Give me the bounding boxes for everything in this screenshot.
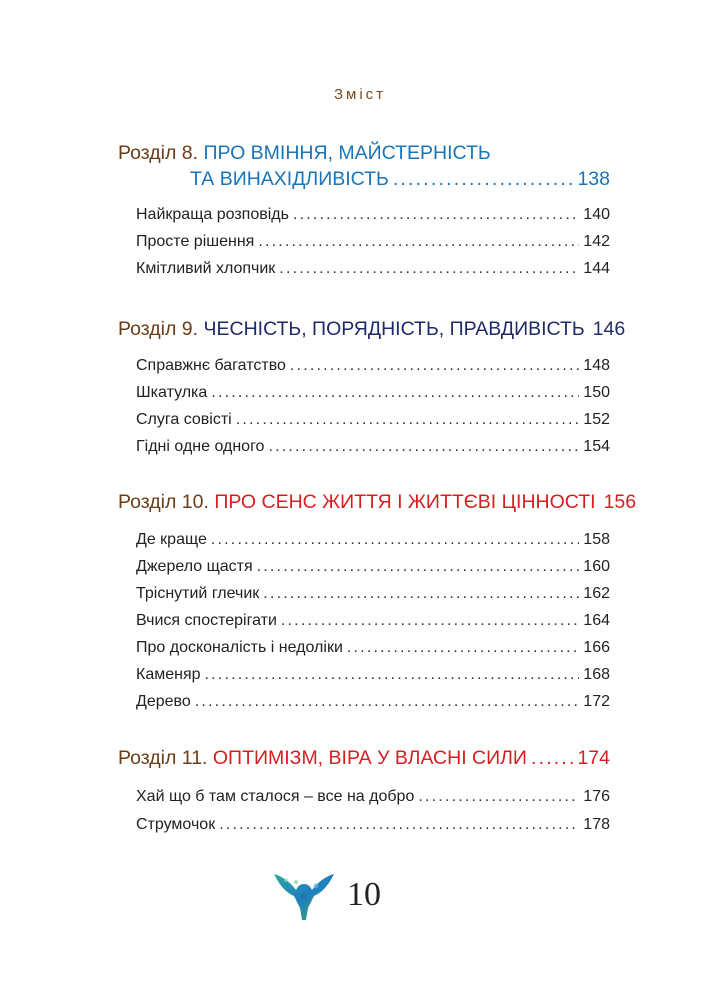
bird-icon	[272, 866, 336, 922]
toc-item[interactable]	[136, 666, 610, 684]
toc-item-title: Кмітливий хлопчик	[136, 260, 276, 277]
toc-item-title: Дерево	[136, 693, 191, 710]
chapter-prefix: Розділ 9.	[118, 318, 199, 340]
leader-dots	[347, 639, 579, 657]
toc-item[interactable]	[136, 558, 610, 576]
toc-item-title: Де краще	[136, 531, 207, 548]
chapter-title: ЧЕСНІСТЬ, ПОРЯДНІСТЬ, ПРАВДИВІСТЬ	[203, 318, 585, 340]
toc-item[interactable]	[136, 612, 610, 630]
leader-dots	[263, 585, 579, 603]
leader-dots	[211, 531, 579, 549]
toc-item-page: 162	[583, 585, 610, 602]
chapter-page: 146	[592, 318, 626, 340]
toc-item-page: 158	[583, 531, 610, 548]
toc-item-page: 160	[583, 558, 610, 575]
toc-item-page: 176	[583, 788, 610, 805]
toc-item[interactable]	[136, 411, 610, 429]
leader-dots	[236, 411, 580, 429]
running-title: Зміст	[333, 86, 387, 103]
leader-dots	[290, 357, 579, 375]
toc-item-page: 150	[583, 384, 610, 401]
leader-dots	[293, 206, 579, 224]
leader-dots	[219, 816, 579, 834]
toc-item-title: Просте рішення	[136, 233, 255, 250]
toc-item[interactable]	[136, 233, 610, 251]
toc-item[interactable]	[136, 384, 610, 402]
toc-item-page: 166	[583, 639, 610, 656]
toc-item-page: 152	[583, 411, 610, 428]
toc-item-title: Найкраща розповідь	[136, 206, 289, 223]
chapter-prefix: Розділ 11.	[118, 747, 208, 769]
leader-dots	[531, 747, 574, 770]
toc-item[interactable]	[136, 585, 610, 603]
toc-item-title: Вчися спостерігати	[136, 612, 277, 629]
toc-item[interactable]	[136, 206, 610, 224]
leader-dots	[268, 438, 579, 456]
toc-item[interactable]	[136, 438, 610, 456]
leader-dots	[393, 168, 574, 191]
leader-dots	[279, 260, 579, 278]
toc-item-title: Про досконалість і недоліки	[136, 639, 343, 656]
chapter-page: 138	[577, 168, 610, 190]
toc-item-title: Хай що б там сталося – все на добро	[136, 788, 415, 805]
toc-item-page: 140	[583, 206, 610, 223]
toc-item[interactable]	[136, 693, 610, 711]
chapter-title: ПРО ВМІННЯ, МАЙСТЕРНІСТЬ	[203, 142, 491, 164]
toc-item-page: 178	[583, 816, 610, 833]
leader-dots	[418, 788, 579, 806]
toc-item[interactable]	[136, 260, 610, 278]
toc-item-title: Джерело щастя	[136, 558, 253, 575]
chapter-title-line2: ТА ВИНАХІДЛИВІСТЬ	[190, 168, 389, 190]
leader-dots	[195, 693, 580, 711]
chapter-prefix: Розділ 8.	[118, 142, 199, 164]
toc-item-page: 172	[583, 693, 610, 710]
chapter-title: ОПТИМІЗМ, ВІРА У ВЛАСНІ СИЛИ	[212, 747, 527, 769]
toc-item[interactable]	[136, 531, 610, 549]
toc-item-page: 144	[583, 260, 610, 277]
toc-item-page: 168	[583, 666, 610, 683]
toc-item-title: Справжнє багатство	[136, 357, 286, 374]
toc-item-title: Гідні одне одного	[136, 438, 265, 455]
toc-item-title: Тріснутий глечик	[136, 585, 260, 602]
leader-dots	[211, 384, 579, 402]
toc-item-title: Струмочок	[136, 816, 216, 833]
toc-item[interactable]	[136, 816, 610, 834]
toc-item-title: Слуга совісті	[136, 411, 232, 428]
chapter-10-heading	[118, 491, 637, 514]
chapter-8-heading-line2	[190, 168, 610, 191]
page-number: 10	[347, 876, 381, 913]
leader-dots	[205, 666, 580, 684]
chapter-8-heading	[118, 142, 491, 165]
toc-item-title: Шкатулка	[136, 384, 208, 401]
toc-item[interactable]	[136, 357, 610, 375]
toc-item-title: Каменяр	[136, 666, 201, 683]
chapter-title: ПРО СЕНС ЖИТТЯ І ЖИТТЄВІ ЦІННОСТІ	[214, 491, 596, 513]
leader-dots	[281, 612, 579, 630]
toc-item[interactable]	[136, 639, 610, 657]
chapter-11-heading	[118, 747, 610, 770]
toc-item-page: 142	[583, 233, 610, 250]
chapter-page: 156	[603, 491, 637, 513]
toc-item-page: 148	[583, 357, 610, 374]
toc-item[interactable]	[136, 788, 610, 806]
toc-item-page: 164	[583, 612, 610, 629]
leader-dots	[257, 558, 580, 576]
toc-item-page: 154	[583, 438, 610, 455]
leader-dots	[258, 233, 579, 251]
chapter-prefix: Розділ 10.	[118, 491, 209, 513]
chapter-page: 174	[577, 747, 610, 769]
chapter-9-heading	[118, 318, 626, 341]
